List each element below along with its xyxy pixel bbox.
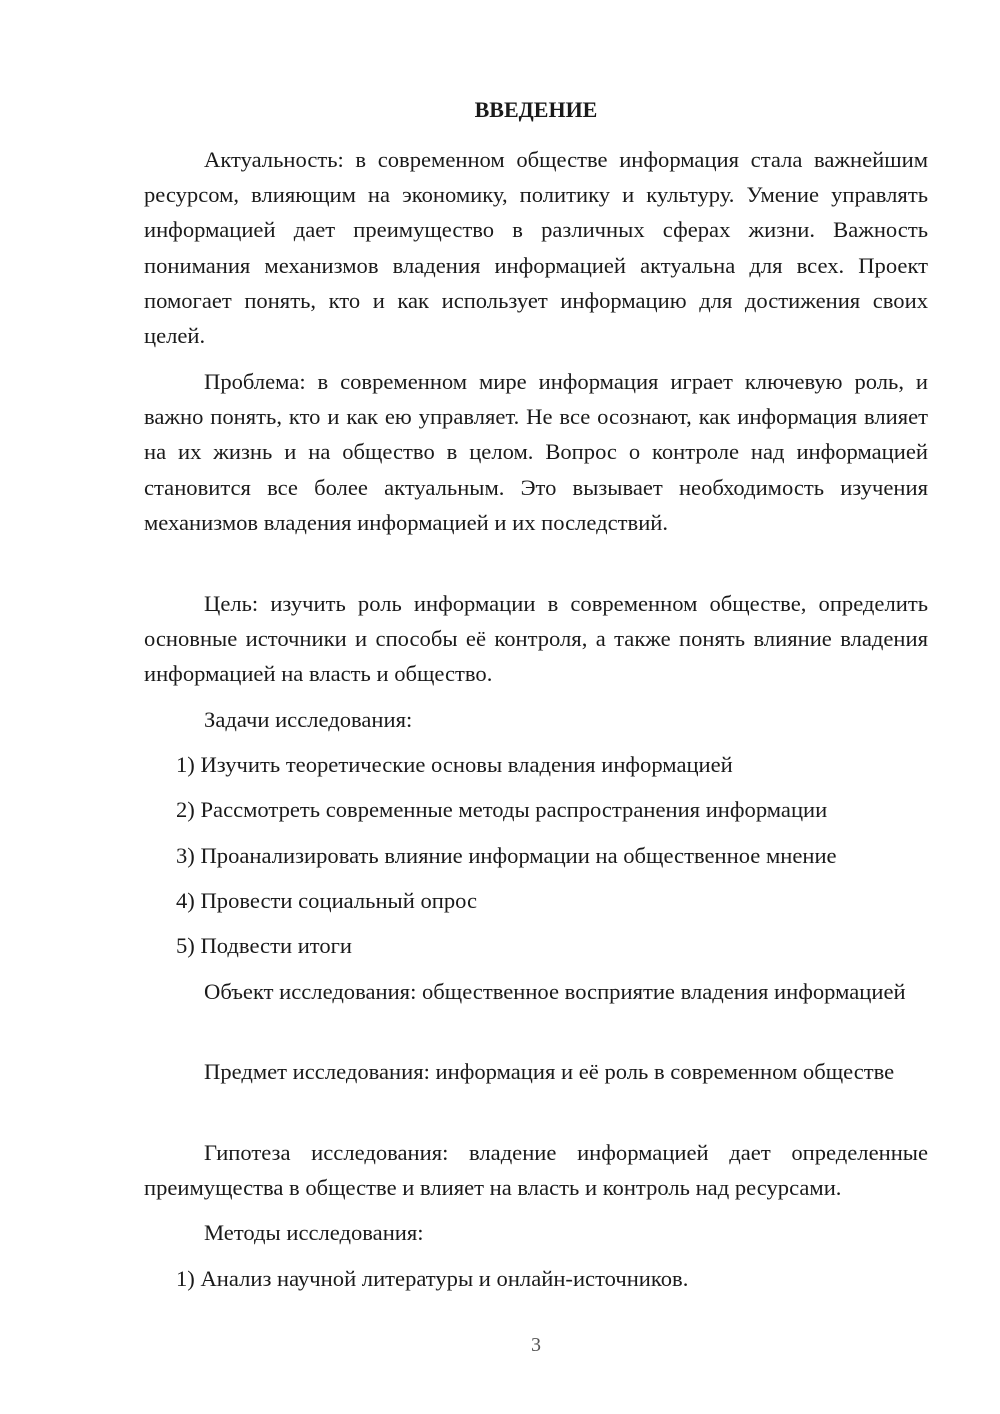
- goal-paragraph: Цель: изучить роль информации в современном обществе, определить основные источники и способы её контроля, а также понять влияние владения информацией на власть и общество.: [144, 591, 928, 687]
- task-item-3: 3) Проанализировать влияние информации на общественное мнение: [176, 843, 837, 868]
- problem-paragraph: Проблема: в современном мире информация играет ключевую роль, и важно понять, кто и как ею управляет. Не все осознают, как информация влияет на их жизнь и на общество в целом. Вопрос о контроле над информацией становится все более актуальным. Это вызывает необходимость изучения механизмов владения информацией и их последствий.: [144, 369, 928, 535]
- task-item-4: 4) Провести социальный опрос: [176, 888, 478, 913]
- tasks-heading: Задачи исследования:: [204, 707, 413, 732]
- methods-heading: Методы исследования:: [204, 1220, 424, 1245]
- section-title: ВВЕДЕНИЕ: [474, 97, 598, 122]
- task-item-5: 5) Подвести итоги: [176, 933, 353, 958]
- hypothesis-paragraph: Гипотеза исследования: владение информацией дает определенные преимущества в обществе и влияет на власть и контроль над ресурсами.: [144, 1140, 928, 1201]
- relevance-paragraph: Актуальность: в современном обществе информация стала важнейшим ресурсом, влияющим на экономику, политику и культуру. Умение управлять информацией дает преимущество в различных сферах жизни. Важность понимания механизмов владения информацией актуальна для всех. Проект помогает понять, кто и как использует информацию для достижения своих целей.: [144, 147, 928, 349]
- page-number: 3: [531, 1334, 541, 1356]
- task-item-2: 2) Рассмотреть современные методы распространения информации: [176, 797, 828, 822]
- method-item-1: 1) Анализ научной литературы и онлайн-источников.: [176, 1266, 689, 1291]
- object-paragraph: Объект исследования: общественное восприятие владения информацией: [204, 979, 906, 1004]
- subject-paragraph: Предмет исследования: информация и её роль в современном обществе: [204, 1059, 895, 1084]
- task-item-1: 1) Изучить теоретические основы владения информацией: [176, 752, 733, 777]
